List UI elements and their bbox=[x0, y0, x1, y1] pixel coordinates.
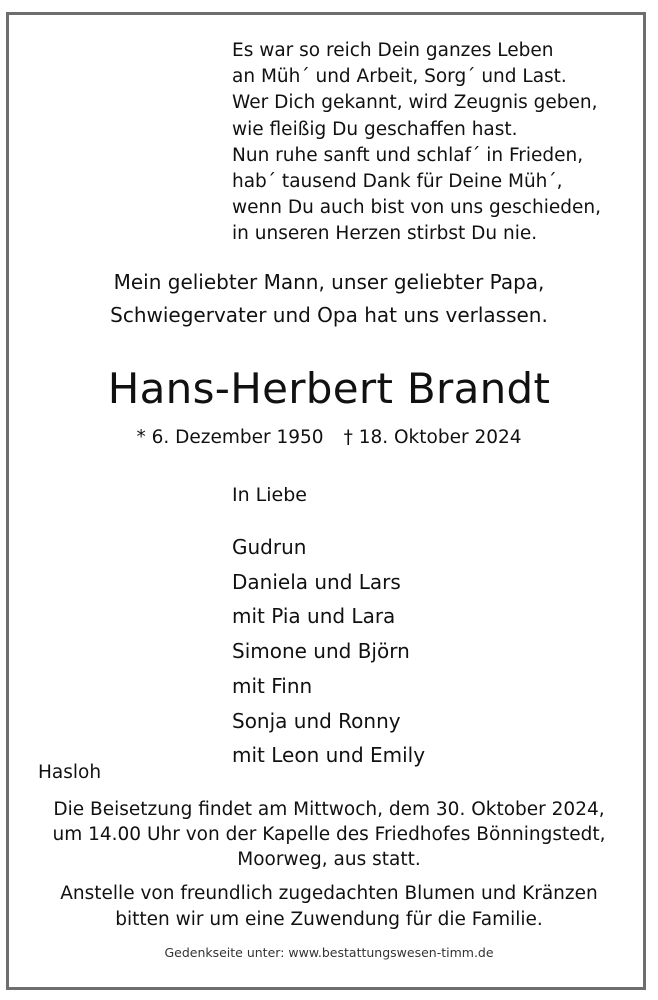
poem-line: Wer Dich gekannt, wird Zeugnis geben, bbox=[232, 92, 598, 114]
mourner-name: mit Leon und Emily bbox=[232, 743, 426, 768]
deceased-name: Hans-Herbert Brandt bbox=[107, 364, 551, 413]
birth-date: * 6. Dezember 1950 bbox=[136, 427, 324, 448]
poem-line: Nun ruhe sanft und schlaf´ in Frieden, bbox=[232, 144, 584, 166]
poem bbox=[232, 38, 601, 248]
mourner-name: Gudrun bbox=[232, 535, 307, 559]
funeral-line: Die Beisetzung findet am Mittwoch, dem 30. Oktober 2024, bbox=[53, 799, 605, 820]
donation-line: bitten wir um eine Zuwendung für die Familie. bbox=[115, 909, 543, 930]
funeral-info bbox=[0, 797, 658, 872]
poem-line: an Müh´ und Arbeit, Sorg´ und Last. bbox=[232, 66, 567, 88]
poem-line: in unseren Herzen stirbst Du nie. bbox=[232, 223, 538, 245]
place-name: Hasloh bbox=[38, 762, 102, 783]
death-date: † 18. Oktober 2024 bbox=[343, 427, 522, 448]
poem-line: Es war so reich Dein ganzes Leben bbox=[232, 40, 554, 61]
intro-text bbox=[0, 266, 658, 332]
poem-line: wenn Du auch bist von uns geschieden, bbox=[232, 197, 601, 219]
memorial-page-link: Gedenkseite unter: www.bestattungswesen-timm.de bbox=[164, 945, 494, 960]
intro-line: Schwiegervater und Opa hat uns verlassen. bbox=[110, 303, 548, 327]
mourner-name: Daniela und Lars bbox=[232, 569, 401, 594]
mourner-name: mit Finn bbox=[232, 673, 313, 698]
mourner-name: mit Pia und Lara bbox=[232, 604, 396, 629]
intro-line: Mein geliebter Mann, unser geliebter Papa, bbox=[113, 270, 545, 294]
mourners-list bbox=[232, 530, 425, 773]
poem-line: hab´ tausend Dank für Deine Müh´, bbox=[232, 171, 563, 193]
mourners-heading: In Liebe bbox=[232, 484, 307, 506]
funeral-line: Moorweg, aus statt. bbox=[237, 849, 421, 870]
poem-line: wie fleißig Du geschaffen hast. bbox=[232, 118, 518, 140]
funeral-line: um 14.00 Uhr von der Kapelle des Friedhofes Bönningstedt, bbox=[52, 824, 606, 845]
mourner-name: Simone und Björn bbox=[232, 639, 410, 664]
mourner-name: Sonja und Ronny bbox=[232, 708, 401, 733]
donation-info bbox=[0, 881, 658, 933]
donation-line: Anstelle von freundlich zugedachten Blumen und Kränzen bbox=[60, 883, 598, 904]
life-dates bbox=[0, 425, 658, 451]
